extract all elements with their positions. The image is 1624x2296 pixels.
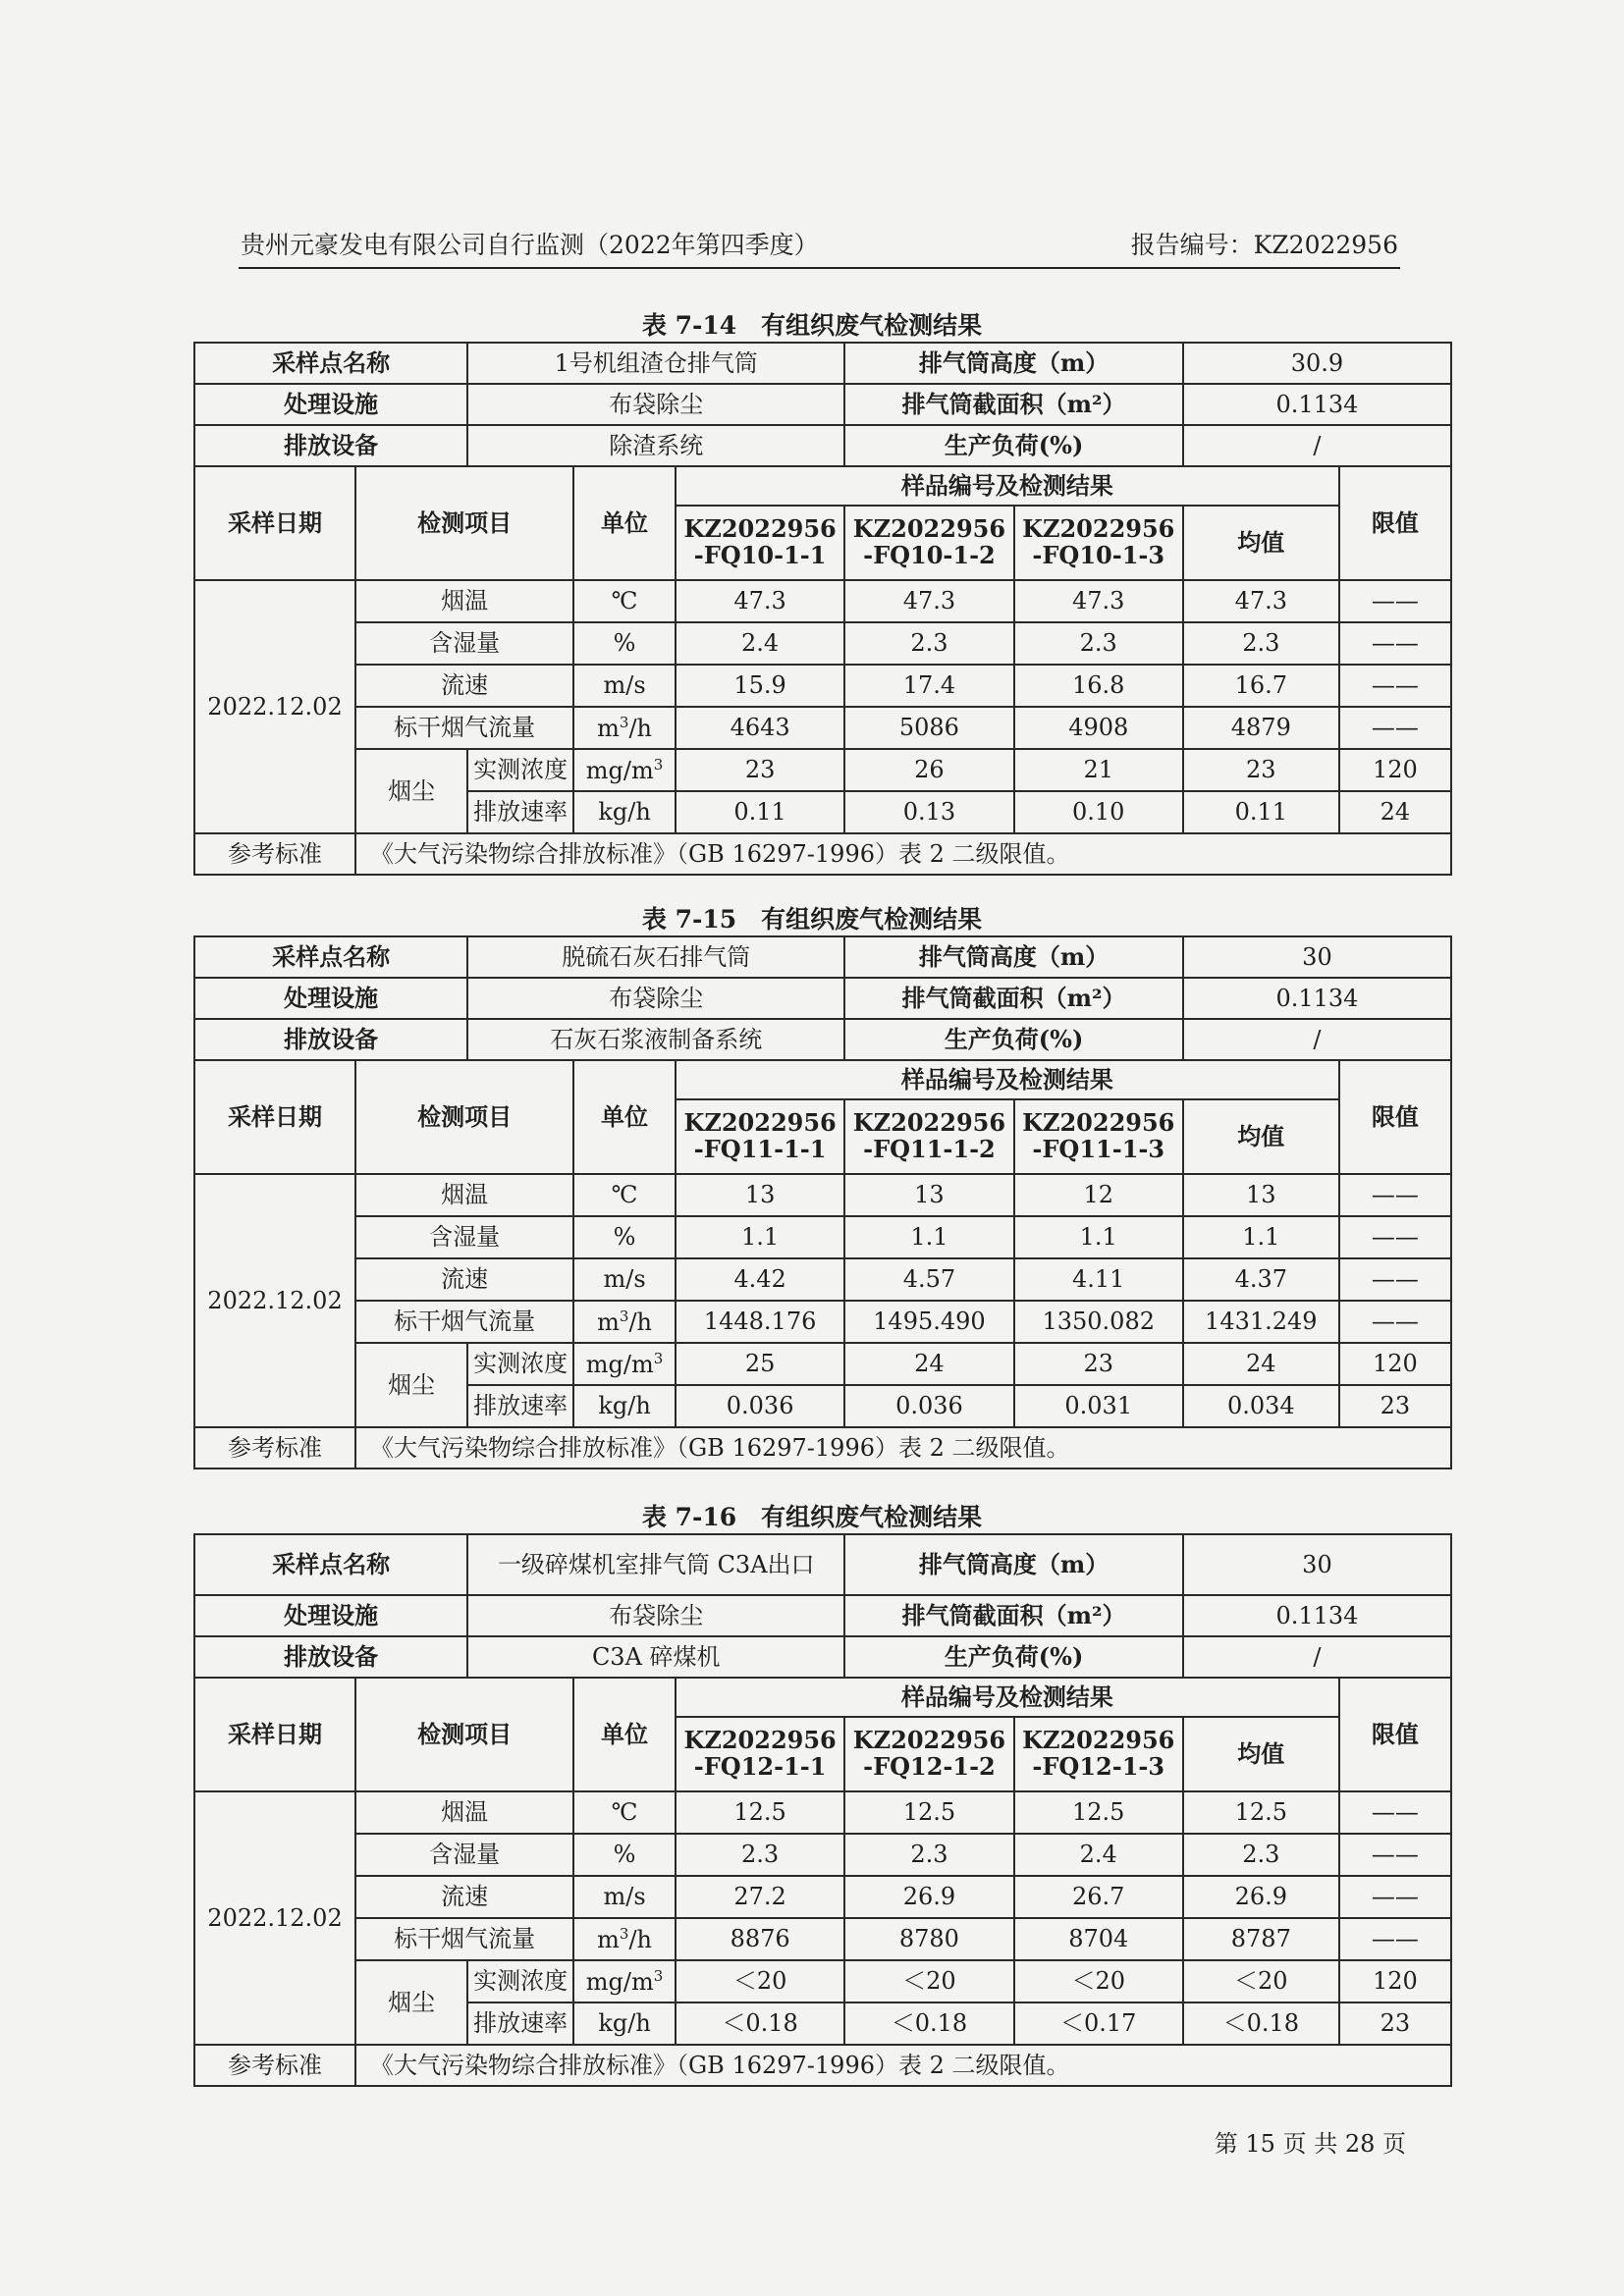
header-company: 贵州元豪发电有限公司自行监测（2022年第四季度） bbox=[241, 231, 819, 259]
sample-date: 2022.12.02 bbox=[194, 580, 355, 833]
header-report-number: 报告编号：KZ2022956 bbox=[1130, 231, 1398, 259]
result-value: 23 bbox=[1014, 1343, 1183, 1385]
area-label: 排气筒截面积（m²） bbox=[844, 1595, 1183, 1636]
item-name: 实测浓度 bbox=[467, 749, 573, 791]
height-value: 30.9 bbox=[1183, 343, 1451, 384]
result-value: 12.5 bbox=[676, 1791, 844, 1834]
load-value: / bbox=[1183, 1019, 1451, 1060]
dust-label: 烟尘 bbox=[355, 749, 467, 833]
unit-cell: $mg/m^3$ bbox=[573, 1960, 676, 2002]
area-value: 0.1134 bbox=[1183, 384, 1451, 425]
sample-id: KZ2022956 -FQ12-1-2 bbox=[844, 1717, 1013, 1791]
unit-cell: m/s bbox=[573, 665, 676, 707]
result-value: 26.7 bbox=[1014, 1876, 1183, 1918]
mean-value: 47.3 bbox=[1183, 580, 1339, 622]
result-value: 2.3 bbox=[676, 1834, 844, 1876]
facility-label: 处理设施 bbox=[194, 1595, 467, 1636]
limit-value: —— bbox=[1339, 1791, 1451, 1834]
item-name: 实测浓度 bbox=[467, 1960, 573, 2002]
facility-value: 布袋除尘 bbox=[467, 1595, 844, 1636]
table-title: 表 7-14 有组织废气检测结果 bbox=[641, 311, 983, 340]
emission-table bbox=[193, 342, 1452, 876]
limit-value: —— bbox=[1339, 622, 1451, 665]
equipment-value: 除渣系统 bbox=[467, 425, 844, 466]
limit-value: —— bbox=[1339, 1301, 1451, 1343]
result-value: 0.031 bbox=[1014, 1385, 1183, 1427]
unit-cell: $mg/m^3$ bbox=[573, 1343, 676, 1385]
date-header: 采样日期 bbox=[194, 1678, 355, 1791]
equipment-value: C3A 碎煤机 bbox=[467, 1636, 844, 1678]
unit-cell: m/s bbox=[573, 1876, 676, 1918]
result-value: 0.11 bbox=[676, 791, 844, 833]
result-value: 1.1 bbox=[676, 1216, 844, 1258]
mean-value: 2.3 bbox=[1183, 622, 1339, 665]
result-value: 1495.490 bbox=[844, 1301, 1013, 1343]
limit-value: 120 bbox=[1339, 1960, 1451, 2002]
result-value: 16.8 bbox=[1014, 665, 1183, 707]
result-value: 4908 bbox=[1014, 707, 1183, 749]
equipment-value: 石灰石浆液制备系统 bbox=[467, 1019, 844, 1060]
facility-value: 布袋除尘 bbox=[467, 978, 844, 1019]
sample-id: KZ2022956 -FQ11-1-1 bbox=[676, 1099, 844, 1174]
item-header: 检测项目 bbox=[355, 1678, 573, 1791]
load-label: 生产负荷(%) bbox=[844, 425, 1183, 466]
ref-label: 参考标准 bbox=[194, 833, 355, 875]
ref-standard: 《大气污染物综合排放标准》（GB 16297-1996）表 2 二级限值。 bbox=[355, 833, 1451, 875]
item-header: 检测项目 bbox=[355, 1060, 573, 1174]
sample-id: KZ2022956 -FQ10-1-3 bbox=[1014, 506, 1183, 580]
limit-value: —— bbox=[1339, 665, 1451, 707]
unit-cell: ℃ bbox=[573, 1791, 676, 1834]
ref-label: 参考标准 bbox=[194, 2045, 355, 2086]
unit-cell: $m^3/h$ bbox=[573, 1301, 676, 1343]
result-value: 47.3 bbox=[844, 580, 1013, 622]
sample-id: KZ2022956 -FQ10-1-1 bbox=[676, 506, 844, 580]
mean-value: 12.5 bbox=[1183, 1791, 1339, 1834]
item-name: 标干烟气流量 bbox=[355, 1918, 573, 1960]
sample-id: KZ2022956 -FQ11-1-2 bbox=[844, 1099, 1013, 1174]
mean-value: 23 bbox=[1183, 749, 1339, 791]
unit-cell: $m^3/h$ bbox=[573, 1918, 676, 1960]
unit-cell: % bbox=[573, 1834, 676, 1876]
item-name: 流速 bbox=[355, 1876, 573, 1918]
unit-cell: kg/h bbox=[573, 791, 676, 833]
limit-value: —— bbox=[1339, 580, 1451, 622]
site-value: 1号机组渣仓排气筒 bbox=[467, 343, 844, 384]
mean-value: 0.034 bbox=[1183, 1385, 1339, 1427]
dust-label: 烟尘 bbox=[355, 1960, 467, 2045]
item-name: 排放速率 bbox=[467, 791, 573, 833]
emission-table bbox=[193, 1533, 1452, 2087]
mean-value: 4879 bbox=[1183, 707, 1339, 749]
limit-value: —— bbox=[1339, 1918, 1451, 1960]
limit-value: —— bbox=[1339, 1876, 1451, 1918]
facility-value: 布袋除尘 bbox=[467, 384, 844, 425]
page-header bbox=[239, 228, 1400, 269]
equipment-label: 排放设备 bbox=[194, 1019, 467, 1060]
result-value: 12 bbox=[1014, 1174, 1183, 1216]
item-name: 含湿量 bbox=[355, 622, 573, 665]
result-value: 24 bbox=[844, 1343, 1013, 1385]
height-label: 排气筒高度（m） bbox=[844, 936, 1183, 978]
item-name: 含湿量 bbox=[355, 1834, 573, 1876]
mean-value: ＜0.18 bbox=[1183, 2002, 1339, 2045]
result-value: ＜0.18 bbox=[844, 2002, 1013, 2045]
mean-value: 1.1 bbox=[1183, 1216, 1339, 1258]
samples-header: 样品编号及检测结果 bbox=[676, 1060, 1339, 1099]
result-value: 0.13 bbox=[844, 791, 1013, 833]
result-value: 4.11 bbox=[1014, 1258, 1183, 1301]
site-value: 一级碎煤机室排气筒 C3A出口 bbox=[467, 1534, 844, 1595]
limit-value: —— bbox=[1339, 1258, 1451, 1301]
result-value: 1448.176 bbox=[676, 1301, 844, 1343]
page-number: 第 15 页 共 28 页 bbox=[1214, 2130, 1406, 2158]
item-name: 流速 bbox=[355, 1258, 573, 1301]
result-value: 0.10 bbox=[1014, 791, 1183, 833]
result-value: ＜0.18 bbox=[676, 2002, 844, 2045]
area-label: 排气筒截面积（m²） bbox=[844, 384, 1183, 425]
result-value: 26.9 bbox=[844, 1876, 1013, 1918]
result-value: ＜20 bbox=[1014, 1960, 1183, 2002]
result-value: 21 bbox=[1014, 749, 1183, 791]
limit-header: 限值 bbox=[1339, 466, 1451, 580]
sample-id: KZ2022956 -FQ10-1-2 bbox=[844, 506, 1013, 580]
site-value: 脱硫石灰石排气筒 bbox=[467, 936, 844, 978]
emission-table bbox=[193, 935, 1452, 1469]
mean-value: 0.11 bbox=[1183, 791, 1339, 833]
result-value: 0.036 bbox=[676, 1385, 844, 1427]
result-value: 4643 bbox=[676, 707, 844, 749]
result-value: 2.4 bbox=[1014, 1834, 1183, 1876]
area-value: 0.1134 bbox=[1183, 1595, 1451, 1636]
item-name: 烟温 bbox=[355, 1791, 573, 1834]
result-value: 5086 bbox=[844, 707, 1013, 749]
unit-cell: m/s bbox=[573, 1258, 676, 1301]
result-value: 26 bbox=[844, 749, 1013, 791]
result-value: 12.5 bbox=[844, 1791, 1013, 1834]
mean-value: 1431.249 bbox=[1183, 1301, 1339, 1343]
load-label: 生产负荷(%) bbox=[844, 1019, 1183, 1060]
load-value: / bbox=[1183, 425, 1451, 466]
area-value: 0.1134 bbox=[1183, 978, 1451, 1019]
mean-header: 均值 bbox=[1183, 1099, 1339, 1174]
load-value: / bbox=[1183, 1636, 1451, 1678]
area-label: 排气筒截面积（m²） bbox=[844, 978, 1183, 1019]
unit-cell: kg/h bbox=[573, 1385, 676, 1427]
limit-value: —— bbox=[1339, 707, 1451, 749]
item-name: 流速 bbox=[355, 665, 573, 707]
result-value: 13 bbox=[676, 1174, 844, 1216]
result-value: 15.9 bbox=[676, 665, 844, 707]
mean-value: ＜20 bbox=[1183, 1960, 1339, 2002]
limit-value: 23 bbox=[1339, 2002, 1451, 2045]
table-title: 表 7-16 有组织废气检测结果 bbox=[641, 1503, 983, 1531]
result-value: 2.3 bbox=[844, 622, 1013, 665]
limit-value: —— bbox=[1339, 1834, 1451, 1876]
mean-value: 24 bbox=[1183, 1343, 1339, 1385]
sample-id: KZ2022956 -FQ11-1-3 bbox=[1014, 1099, 1183, 1174]
sample-id: KZ2022956 -FQ12-1-3 bbox=[1014, 1717, 1183, 1791]
limit-value: 24 bbox=[1339, 791, 1451, 833]
result-value: 1.1 bbox=[844, 1216, 1013, 1258]
sample-date: 2022.12.02 bbox=[194, 1791, 355, 2045]
item-name: 烟温 bbox=[355, 580, 573, 622]
equipment-label: 排放设备 bbox=[194, 425, 467, 466]
result-value: 13 bbox=[844, 1174, 1013, 1216]
table-title: 表 7-15 有组织废气检测结果 bbox=[641, 905, 983, 934]
mean-value: 13 bbox=[1183, 1174, 1339, 1216]
limit-value: —— bbox=[1339, 1174, 1451, 1216]
result-value: 27.2 bbox=[676, 1876, 844, 1918]
limit-value: 120 bbox=[1339, 1343, 1451, 1385]
result-value: 12.5 bbox=[1014, 1791, 1183, 1834]
dust-label: 烟尘 bbox=[355, 1343, 467, 1427]
facility-label: 处理设施 bbox=[194, 978, 467, 1019]
item-name: 排放速率 bbox=[467, 1385, 573, 1427]
height-label: 排气筒高度（m） bbox=[844, 343, 1183, 384]
limit-header: 限值 bbox=[1339, 1678, 1451, 1791]
unit-header: 单位 bbox=[573, 466, 676, 580]
result-value: ＜20 bbox=[844, 1960, 1013, 2002]
unit-cell: ℃ bbox=[573, 580, 676, 622]
mean-value: 8787 bbox=[1183, 1918, 1339, 1960]
item-name: 烟温 bbox=[355, 1174, 573, 1216]
mean-header: 均值 bbox=[1183, 506, 1339, 580]
limit-header: 限值 bbox=[1339, 1060, 1451, 1174]
limit-value: 120 bbox=[1339, 749, 1451, 791]
result-value: ＜20 bbox=[676, 1960, 844, 2002]
result-value: 2.3 bbox=[844, 1834, 1013, 1876]
ref-standard: 《大气污染物综合排放标准》（GB 16297-1996）表 2 二级限值。 bbox=[355, 1427, 1451, 1468]
samples-header: 样品编号及检测结果 bbox=[676, 1678, 1339, 1717]
load-label: 生产负荷(%) bbox=[844, 1636, 1183, 1678]
result-value: 4.42 bbox=[676, 1258, 844, 1301]
unit-header: 单位 bbox=[573, 1060, 676, 1174]
unit-cell: % bbox=[573, 1216, 676, 1258]
result-value: 1350.082 bbox=[1014, 1301, 1183, 1343]
result-value: ＜0.17 bbox=[1014, 2002, 1183, 2045]
result-value: 2.4 bbox=[676, 622, 844, 665]
height-value: 30 bbox=[1183, 1534, 1451, 1595]
result-value: 23 bbox=[676, 749, 844, 791]
mean-value: 2.3 bbox=[1183, 1834, 1339, 1876]
limit-value: —— bbox=[1339, 1216, 1451, 1258]
date-header: 采样日期 bbox=[194, 1060, 355, 1174]
item-name: 排放速率 bbox=[467, 2002, 573, 2045]
item-name: 标干烟气流量 bbox=[355, 1301, 573, 1343]
ref-label: 参考标准 bbox=[194, 1427, 355, 1468]
mean-value: 4.37 bbox=[1183, 1258, 1339, 1301]
result-value: 8780 bbox=[844, 1918, 1013, 1960]
sample-id: KZ2022956 -FQ12-1-1 bbox=[676, 1717, 844, 1791]
item-name: 含湿量 bbox=[355, 1216, 573, 1258]
unit-cell: kg/h bbox=[573, 2002, 676, 2045]
result-value: 25 bbox=[676, 1343, 844, 1385]
result-value: 1.1 bbox=[1014, 1216, 1183, 1258]
result-value: 2.3 bbox=[1014, 622, 1183, 665]
result-value: 17.4 bbox=[844, 665, 1013, 707]
mean-header: 均值 bbox=[1183, 1717, 1339, 1791]
date-header: 采样日期 bbox=[194, 466, 355, 580]
result-value: 47.3 bbox=[1014, 580, 1183, 622]
site-label: 采样点名称 bbox=[194, 343, 467, 384]
item-header: 检测项目 bbox=[355, 466, 573, 580]
result-value: 47.3 bbox=[676, 580, 844, 622]
result-value: 8876 bbox=[676, 1918, 844, 1960]
site-label: 采样点名称 bbox=[194, 936, 467, 978]
samples-header: 样品编号及检测结果 bbox=[676, 466, 1339, 506]
equipment-label: 排放设备 bbox=[194, 1636, 467, 1678]
ref-standard: 《大气污染物综合排放标准》（GB 16297-1996）表 2 二级限值。 bbox=[355, 2045, 1451, 2086]
result-value: 0.036 bbox=[844, 1385, 1013, 1427]
unit-cell: $m^3/h$ bbox=[573, 707, 676, 749]
limit-value: 23 bbox=[1339, 1385, 1451, 1427]
unit-header: 单位 bbox=[573, 1678, 676, 1791]
site-label: 采样点名称 bbox=[194, 1534, 467, 1595]
sample-date: 2022.12.02 bbox=[194, 1174, 355, 1427]
mean-value: 16.7 bbox=[1183, 665, 1339, 707]
unit-cell: $mg/m^3$ bbox=[573, 749, 676, 791]
item-name: 实测浓度 bbox=[467, 1343, 573, 1385]
result-value: 8704 bbox=[1014, 1918, 1183, 1960]
facility-label: 处理设施 bbox=[194, 384, 467, 425]
height-label: 排气筒高度（m） bbox=[844, 1534, 1183, 1595]
mean-value: 26.9 bbox=[1183, 1876, 1339, 1918]
height-value: 30 bbox=[1183, 936, 1451, 978]
item-name: 标干烟气流量 bbox=[355, 707, 573, 749]
unit-cell: % bbox=[573, 622, 676, 665]
unit-cell: ℃ bbox=[573, 1174, 676, 1216]
result-value: 4.57 bbox=[844, 1258, 1013, 1301]
